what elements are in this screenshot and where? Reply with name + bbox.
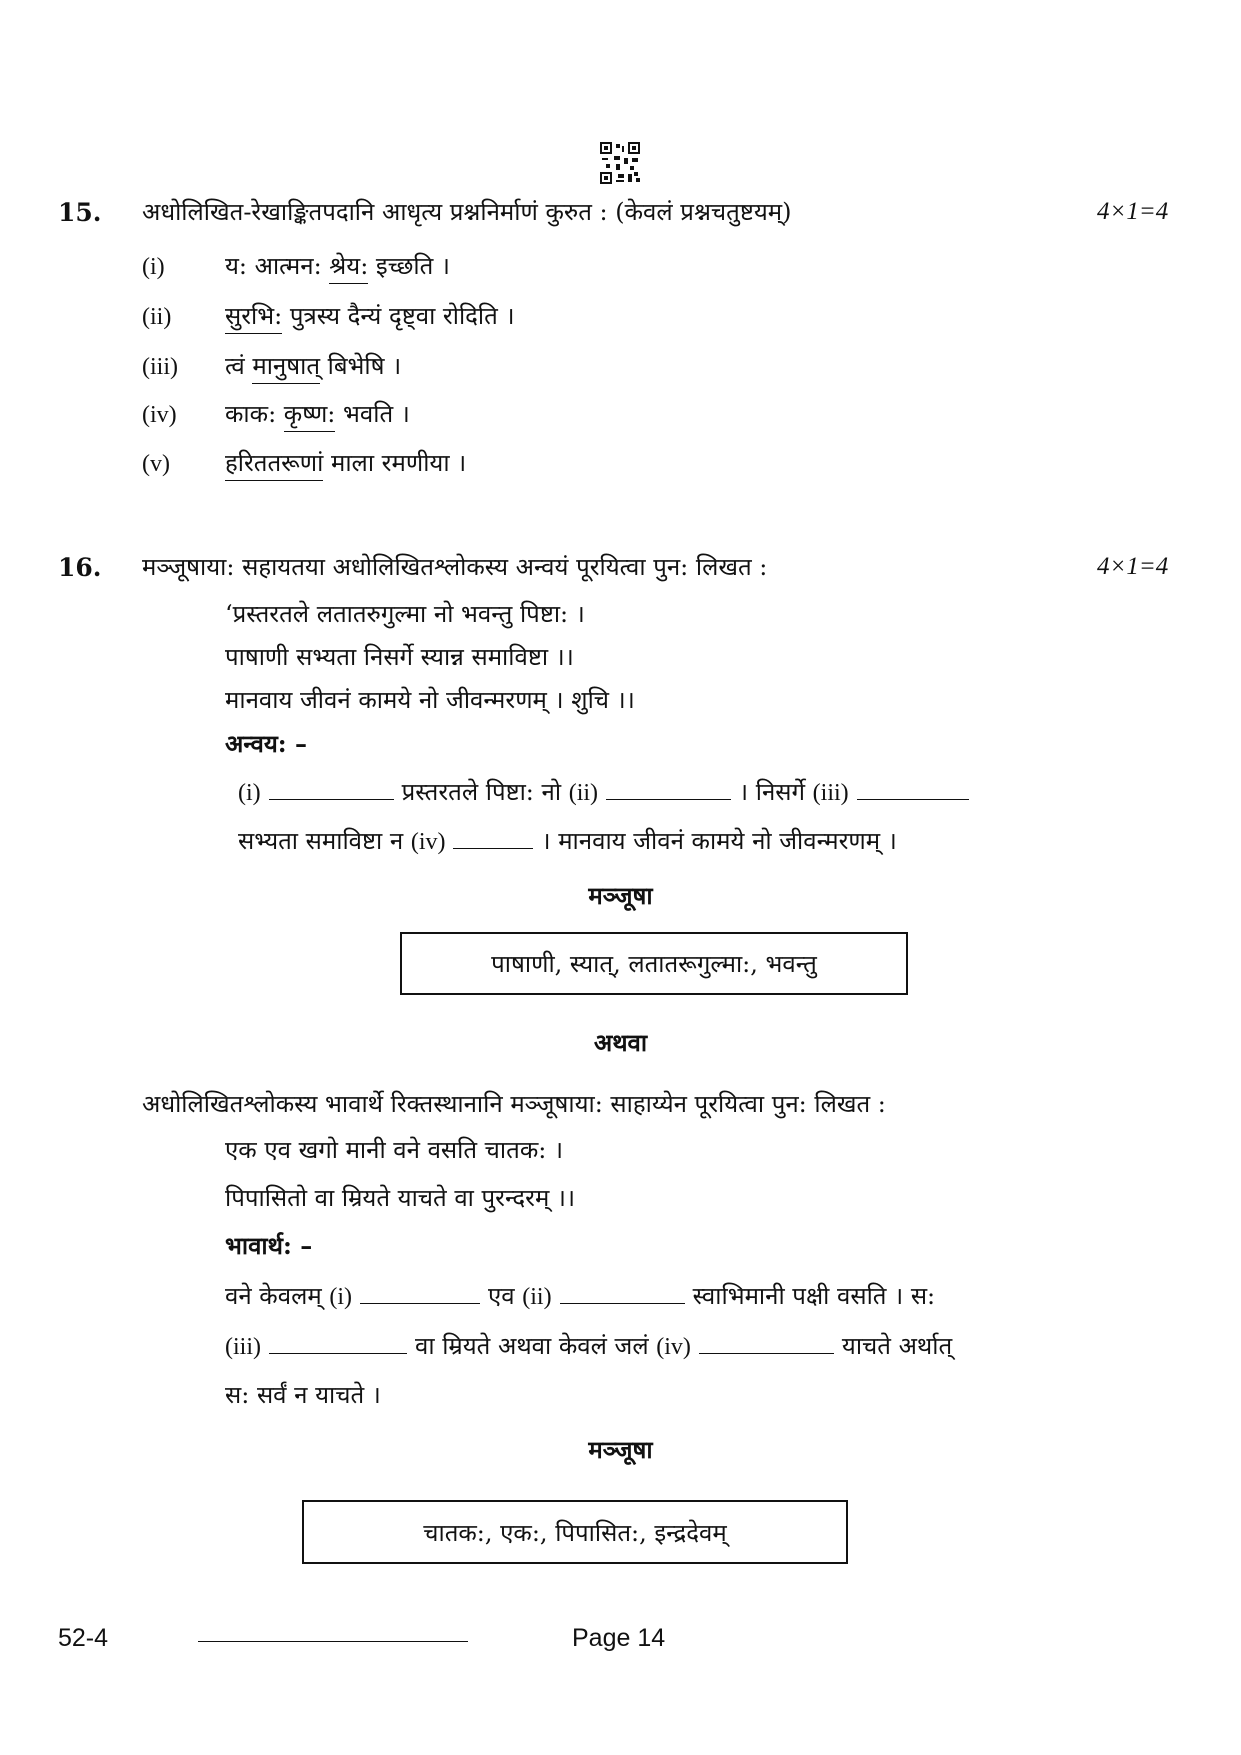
- question-instruction: मञ्जूषाया: सहायतया अधोलिखितश्लोकस्य अन्वयं पूरयित्वा पुन: लिखत :: [142, 553, 768, 581]
- page-number: Page 14: [572, 1624, 666, 1652]
- verse-line: एक एव खगो मानी वने वसति चातक: ।: [225, 1136, 564, 1164]
- answer-blank: [360, 1281, 480, 1304]
- answer-blank: [857, 777, 969, 800]
- underlined-word: मानुषात्: [252, 352, 320, 384]
- question-instruction: अधोलिखितश्लोकस्य भावार्थे रिक्तस्थानानि मञ्जूषाया: साहाय्येन पूरयित्वा पुन: लिखत :: [142, 1090, 886, 1118]
- answer-blank: [699, 1331, 834, 1354]
- manjusha-heading: मञ्जूषा: [588, 881, 653, 910]
- list-item: (ii) सुरभि: पुत्रस्य दैन्यं दृष्ट्वा रोदिति ।: [142, 300, 515, 333]
- underlined-word: कृष्ण:: [284, 400, 336, 432]
- verse-line: पाषाणी सभ्यता निसर्गे स्यान्न समाविष्टा ।।: [225, 643, 574, 671]
- answer-blank: [606, 777, 731, 800]
- word-box-text: चातक:, एक:, पिपासित:, इन्द्रदेवम्: [423, 1518, 727, 1547]
- fill-in-line: वने केवलम् (i) एव (ii) स्वाभिमानी पक्षी वसति । स:: [225, 1282, 936, 1310]
- fill-in-line: (i) प्रस्तरतले पिष्टा: नो (ii) । निसर्गे (iii): [238, 776, 977, 809]
- underlined-word: श्रेय:: [329, 252, 368, 284]
- qr-code-icon: [600, 142, 640, 184]
- question-marks: 4×1=4: [1097, 198, 1169, 225]
- list-item: (iii) त्वं मानुषात् बिभेषि ।: [142, 350, 401, 383]
- fill-in-line: सभ्यता समाविष्टा न (iv) । मानवाय जीवनं कामये नो जीवन्मरणम् ।: [238, 827, 897, 855]
- bhavartha-heading: भावार्थ: –: [225, 1231, 313, 1260]
- fill-in-line: (iii) वा म्रियते अथवा केवलं जलं (iv) याचते अर्थात्: [225, 1332, 953, 1360]
- or-label: अथवा: [593, 1028, 648, 1057]
- word-box: [302, 1500, 848, 1564]
- answer-blank: [453, 826, 533, 849]
- footer-divider: [198, 1641, 468, 1642]
- verse-line: मानवाय जीवनं कामये नो जीवन्मरणम् । शुचि ।।: [225, 686, 635, 714]
- underlined-word: सुरभि:: [225, 302, 282, 334]
- question-number: 15.: [58, 198, 102, 227]
- list-item: (i) य: आत्मन: श्रेय: इच्छति ।: [142, 250, 450, 283]
- answer-blank: [560, 1281, 685, 1304]
- answer-blank: [269, 1331, 407, 1354]
- manjusha-heading: मञ्जूषा: [588, 1435, 653, 1464]
- word-box: [400, 932, 908, 995]
- underlined-word: हरिततरूणां: [225, 449, 323, 481]
- word-box-text: पाषाणी, स्यात्, लतातरूगुल्मा:, भवन्तु: [491, 950, 817, 978]
- question-marks: 4×1=4: [1097, 553, 1169, 580]
- fill-in-line: स: सर्वं न याचते ।: [225, 1381, 381, 1409]
- paper-code: 52-4: [58, 1624, 109, 1652]
- question-instruction: अधोलिखित-रेखाङ्कितपदानि आधृत्य प्रश्ननिर्माणं कुरुत : (केवलं प्रश्नचतुष्टयम्): [142, 198, 792, 226]
- list-item: (v) हरिततरूणां माला रमणीया ।: [142, 447, 466, 480]
- question-number: 16.: [58, 553, 102, 582]
- answer-blank: [269, 777, 394, 800]
- verse-line: ‘प्रस्तरतले लतातरुगुल्मा नो भवन्तु पिष्टा: ।: [225, 600, 585, 628]
- list-item: (iv) काक: कृष्ण: भवति ।: [142, 398, 410, 431]
- verse-line: पिपासितो वा म्रियते याचते वा पुरन्दरम् ।।: [225, 1184, 576, 1212]
- anvaya-heading: अन्वय: –: [225, 729, 307, 758]
